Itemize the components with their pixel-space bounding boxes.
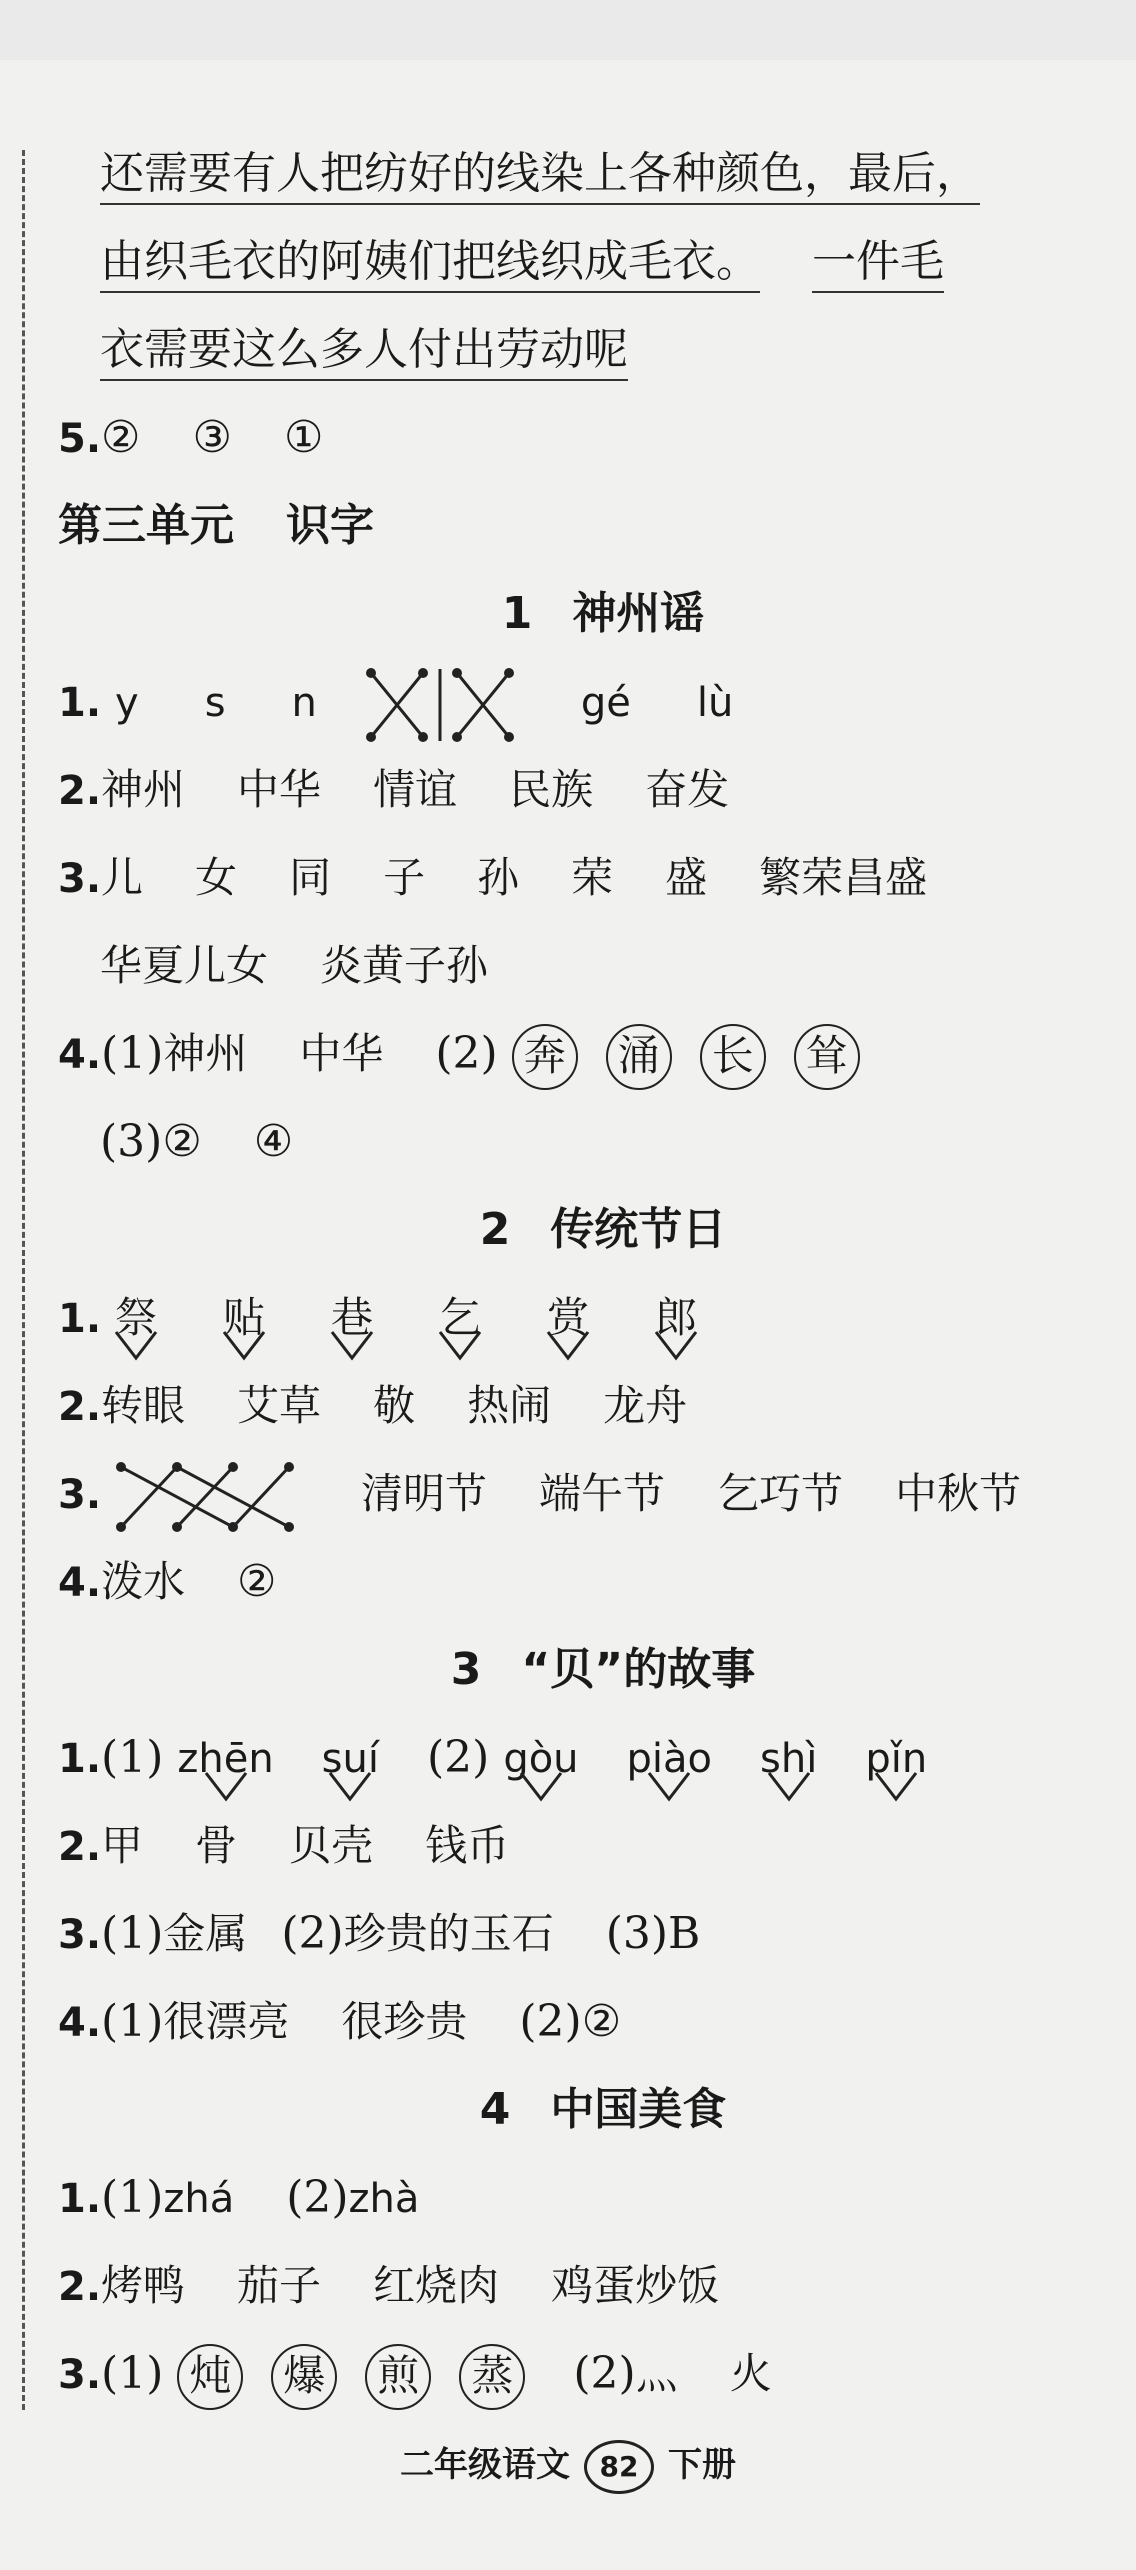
part-label: (1) xyxy=(101,2348,164,2399)
answer-phrase: 华夏儿女 xyxy=(100,941,269,990)
lesson-2-q2 xyxy=(58,1362,1088,1450)
lesson-3-q2 xyxy=(58,1802,1088,1890)
lesson-number: 1 xyxy=(501,588,533,639)
answer: ① xyxy=(283,412,324,463)
checkmark-icon xyxy=(220,1328,268,1362)
answer-char: 盛 xyxy=(665,853,708,902)
festival-name: 端午节 xyxy=(539,1469,666,1518)
lesson-1-q4-part-3 xyxy=(58,1098,1088,1186)
lesson-1-q3-line-2 xyxy=(58,922,1088,1010)
binding-margin-line xyxy=(22,150,25,2410)
part-label: (2) xyxy=(286,2172,349,2223)
lesson-1-title xyxy=(58,570,1088,658)
question-number: 3. xyxy=(58,2352,102,2398)
answer: ② xyxy=(237,1556,277,1607)
answer-word: 情谊 xyxy=(373,765,458,814)
circled-char: 奔 xyxy=(512,1024,578,1090)
lesson-title-text: 传统节日 xyxy=(550,1204,727,1255)
question-number: 4. xyxy=(58,1032,102,1078)
answer-word: 神州 xyxy=(163,1029,248,1078)
lesson-3-q1 xyxy=(58,1714,1088,1802)
answer-word: 敬 xyxy=(373,1381,416,1430)
intro-text-2b: 一件毛 xyxy=(812,236,944,293)
part-label: (1) xyxy=(101,1908,164,1959)
radical: 灬 xyxy=(635,2349,678,2398)
question-5 xyxy=(58,394,1088,482)
ticked-pinyin xyxy=(503,1715,578,1803)
pinyin: shì xyxy=(760,1736,818,1782)
char: 乞 xyxy=(439,1293,482,1342)
lesson-4-q3 xyxy=(58,2330,1088,2418)
part-label: (1) xyxy=(101,1996,164,2047)
part-label: (3) xyxy=(100,1116,163,1167)
lesson-3-q4 xyxy=(58,1978,1088,2066)
matching-lines-diagram xyxy=(115,1457,295,1537)
page-number: 82 xyxy=(584,2440,654,2494)
question-number: 2. xyxy=(58,2264,102,2310)
page-footer xyxy=(0,2430,1136,2500)
lesson-4-q2 xyxy=(58,2242,1088,2330)
lesson-number: 2 xyxy=(479,1204,511,1255)
part-label: (3) xyxy=(605,1908,669,1959)
char: 巷 xyxy=(331,1293,374,1342)
question-number: 1. xyxy=(58,1736,102,1782)
question-number: 3. xyxy=(58,1912,102,1958)
question-number: 1. xyxy=(58,1296,102,1342)
answer-word: 转眼 xyxy=(101,1381,186,1430)
unit-title: 第三单元 xyxy=(58,500,234,551)
answer-word: 鸡蛋炒饭 xyxy=(551,2261,720,2310)
answer-word: 民族 xyxy=(509,765,594,814)
answer: B xyxy=(668,1908,701,1959)
answer-word: 艾草 xyxy=(237,1381,322,1430)
answer-char: 女 xyxy=(195,853,238,902)
checkmark-icon xyxy=(112,1328,160,1362)
ticked-char xyxy=(115,1274,157,1362)
char: 赏 xyxy=(547,1293,590,1342)
lesson-title-text: 中国美食 xyxy=(550,2084,727,2135)
ticked-pinyin xyxy=(865,1715,927,1803)
answer-word: 骨 xyxy=(195,1821,238,1870)
intro-line-3 xyxy=(58,306,1088,394)
lesson-title-text: 神州谣 xyxy=(572,588,705,639)
answer-content xyxy=(58,130,1088,2418)
pinyin: zhēn xyxy=(177,1736,274,1782)
intro-text-1: 还需要有人把纺好的线染上各种颜色，最后， xyxy=(100,148,980,205)
checkmark-icon xyxy=(765,1769,813,1803)
pinyin-answer: gé xyxy=(580,680,631,726)
lesson-1-q3 xyxy=(58,834,1088,922)
answer-phrase: 炎黄子孙 xyxy=(320,941,489,990)
checkmark-icon xyxy=(436,1328,484,1362)
checkmark-icon xyxy=(202,1769,250,1803)
checkmark-icon xyxy=(872,1769,920,1803)
answer: ③ xyxy=(192,412,232,463)
question-number: 3. xyxy=(58,856,102,902)
answer-word: 很珍贵 xyxy=(341,1997,468,2046)
ticked-char xyxy=(655,1274,697,1362)
circled-char: 长 xyxy=(700,1024,766,1090)
pinyin-answer: lù xyxy=(696,680,734,726)
footer-volume: 下册 xyxy=(668,2445,736,2485)
answer-char: 荣 xyxy=(571,853,614,902)
pinyin-letter: y xyxy=(115,680,139,726)
lesson-2-q3 xyxy=(58,1450,1088,1538)
answer-word: 红烧肉 xyxy=(373,2261,500,2310)
page-top-strip xyxy=(0,0,1136,60)
pinyin-answer: zhà xyxy=(348,2176,420,2222)
pinyin: suí xyxy=(321,1736,379,1782)
checkmark-icon xyxy=(328,1328,376,1362)
intro-line-2 xyxy=(58,218,1088,306)
ticked-pinyin xyxy=(322,1715,379,1803)
part-label: (1) xyxy=(101,2172,164,2223)
radical: 火 xyxy=(729,2349,772,2398)
unit-heading xyxy=(58,482,1088,570)
ticked-char xyxy=(223,1274,265,1362)
ticked-pinyin xyxy=(627,1715,713,1803)
answer-word: 钱币 xyxy=(425,1821,510,1870)
ticked-char xyxy=(331,1274,373,1362)
question-number: 4. xyxy=(58,2000,102,2046)
lesson-3-q3 xyxy=(58,1890,1088,1978)
circled-char: 蒸 xyxy=(459,2344,525,2410)
lesson-title-text: “贝”的故事 xyxy=(521,1644,756,1695)
ticked-pinyin xyxy=(177,1715,273,1803)
ticked-pinyin xyxy=(760,1715,817,1803)
intro-text-3: 衣需要这么多人付出劳动呢 xyxy=(100,324,628,381)
lesson-4-title xyxy=(58,2066,1088,2154)
answer-char: 儿 xyxy=(101,853,144,902)
intro-line-1 xyxy=(58,130,1088,218)
pinyin-letter: s xyxy=(204,680,226,726)
question-number: 1. xyxy=(58,680,102,726)
matching-lines-diagram xyxy=(365,665,515,745)
circled-char: 耸 xyxy=(794,1024,860,1090)
answer: ④ xyxy=(253,1116,294,1167)
circled-char: 涌 xyxy=(606,1024,672,1090)
circled-char: 煎 xyxy=(365,2344,431,2410)
circled-char: 爆 xyxy=(271,2344,337,2410)
lesson-4-q1 xyxy=(58,2154,1088,2242)
answer-word: 热闹 xyxy=(467,1381,552,1430)
answer-word: 很漂亮 xyxy=(163,1997,290,2046)
festival-name: 清明节 xyxy=(361,1469,488,1518)
char: 贴 xyxy=(223,1293,266,1342)
intro-text-2a: 由织毛衣的阿姨们把线织成毛衣。 xyxy=(100,236,760,293)
answer: ② xyxy=(162,1116,202,1167)
ticked-char xyxy=(439,1274,481,1362)
pinyin: gòu xyxy=(503,1736,579,1782)
pinyin-letter: n xyxy=(291,680,317,726)
footer-grade: 二年级语文 xyxy=(400,2445,570,2485)
checkmark-icon xyxy=(517,1769,565,1803)
part-label: (1) xyxy=(101,1028,164,1079)
question-number: 2. xyxy=(58,768,102,814)
answer-word: 龙舟 xyxy=(603,1381,688,1430)
part-label: (2) xyxy=(519,1996,582,2047)
pinyin: pǐn xyxy=(865,1736,928,1782)
part-label: (2) xyxy=(426,1732,490,1783)
lesson-3-title xyxy=(58,1626,1088,1714)
part-label: (1) xyxy=(101,1732,164,1783)
answer-char: 同 xyxy=(289,853,332,902)
pinyin-answer: zhá xyxy=(163,2176,235,2222)
checkmark-icon xyxy=(544,1328,592,1362)
festival-name: 乞巧节 xyxy=(717,1469,844,1518)
char: 郎 xyxy=(655,1293,698,1342)
answer-word: 神州 xyxy=(101,765,186,814)
answer-phrase: 繁荣昌盛 xyxy=(759,853,928,902)
lesson-1-q2 xyxy=(58,746,1088,834)
checkmark-icon xyxy=(645,1769,693,1803)
answer-word: 金属 xyxy=(163,1909,248,1958)
answer-word: 贝壳 xyxy=(289,1821,374,1870)
lesson-2-title xyxy=(58,1186,1088,1274)
lesson-1-q1 xyxy=(58,658,1088,746)
answer: ② xyxy=(581,1996,622,2047)
unit-subtitle: 识字 xyxy=(286,500,374,551)
answer-word: 甲 xyxy=(101,1821,144,1870)
answer-word: 烤鸭 xyxy=(101,2261,186,2310)
festival-name: 中秋节 xyxy=(895,1469,1022,1518)
checkmark-icon xyxy=(652,1328,700,1362)
lesson-2-q4 xyxy=(58,1538,1088,1626)
part-label: (2) xyxy=(435,1028,498,1079)
answer-char: 子 xyxy=(383,853,426,902)
question-number: 2. xyxy=(58,1824,102,1870)
part-label: (2) xyxy=(281,1908,344,1959)
question-number: 1. xyxy=(58,2176,102,2222)
answer-char: 孙 xyxy=(477,853,520,902)
answer-word: 珍贵的玉石 xyxy=(343,1909,554,1958)
lesson-number: 4 xyxy=(479,2084,511,2135)
answer-word: 茄子 xyxy=(237,2261,322,2310)
char: 祭 xyxy=(115,1293,158,1342)
question-number: 2. xyxy=(58,1384,102,1430)
lesson-number: 3 xyxy=(450,1644,482,1695)
question-number: 4. xyxy=(58,1560,102,1606)
lesson-2-q1 xyxy=(58,1274,1088,1362)
answer-word: 奋发 xyxy=(645,765,730,814)
pinyin: piào xyxy=(626,1736,713,1782)
answer-word: 泼水 xyxy=(101,1557,186,1606)
lesson-1-q4 xyxy=(58,1010,1088,1098)
answer: ② xyxy=(101,412,141,463)
checkmark-icon xyxy=(326,1769,374,1803)
part-label: (2) xyxy=(573,2348,636,2399)
question-number: 3. xyxy=(58,1472,102,1518)
answer-word: 中华 xyxy=(237,765,322,814)
ticked-char xyxy=(547,1274,589,1362)
question-number: 5. xyxy=(58,416,102,462)
circled-char: 炖 xyxy=(177,2344,243,2410)
answer-word: 中华 xyxy=(299,1029,384,1078)
